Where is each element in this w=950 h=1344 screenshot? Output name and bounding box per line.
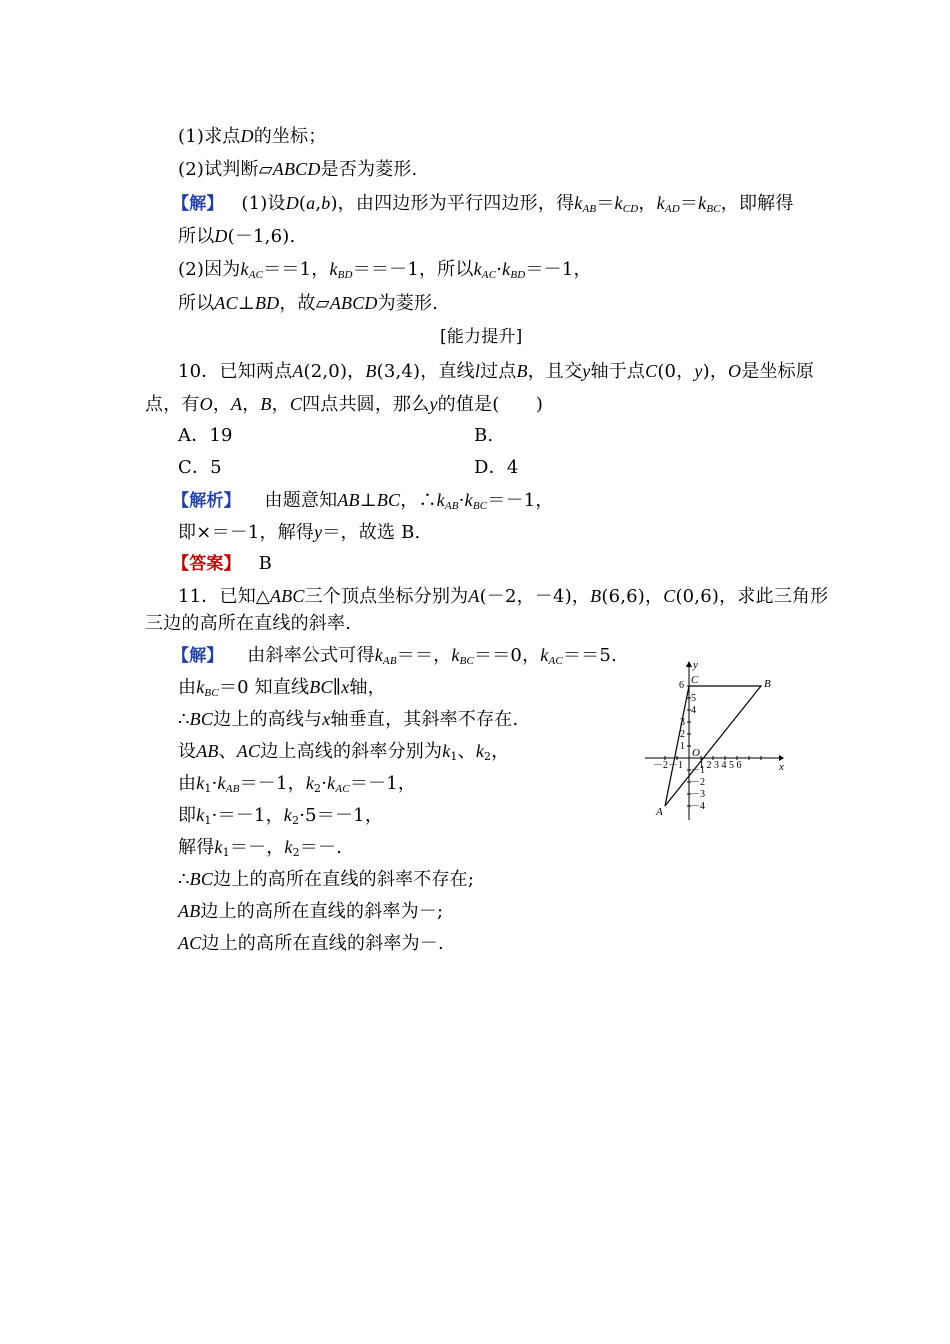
q11-solution-line1: 【解】 由斜率公式可得$k_{AB}==$，$k_{BC}==0$，$k_{AC}==5$. bbox=[172, 645, 617, 667]
y-tick-neg4: －4 bbox=[690, 801, 705, 812]
point-a-label: A bbox=[656, 806, 663, 818]
q11-solution-line9: AB边上的高所在直线的斜率为－; bbox=[178, 901, 444, 922]
q11-solution-line4: 设AB、AC边上高线的斜率分别为$k_1$、$k_2$， bbox=[178, 741, 510, 763]
y-tick-6: 6 bbox=[679, 680, 684, 691]
y-tick-neg1: －1 bbox=[690, 765, 705, 776]
q9-solution-line3: (2)因为$k_{AC}==1$，$k_{BD}==-1$，所以$k_{AC}\cdot k_{BD}=-1$， bbox=[178, 259, 592, 281]
x-ticks-right-label: 1 2 3 4 5 6 bbox=[699, 760, 742, 771]
q9-solution-line1: 【解】 (1)设D(a,b)，由四边形为平行四边形，得$k_{AB}=k_{CD}$，$k_{AD}=k_{BC}$，即解得 bbox=[172, 193, 794, 215]
y-tick-2: 2 bbox=[680, 729, 685, 740]
q11-line2: 三边的高所在直线的斜率. bbox=[145, 613, 352, 634]
q11-solution-line7: 解得$k_1=-$，$k_2=-$. bbox=[178, 837, 343, 859]
q10-analysis-line1: 【解析】 由题意知AB⊥BC，$\therefore k_{AB}\cdot k_{BC}=-1$， bbox=[172, 490, 554, 512]
y-tick-neg2: －2 bbox=[690, 777, 705, 788]
q10-option-d: D．4 bbox=[474, 457, 519, 478]
y-axis-label: y bbox=[693, 660, 698, 671]
q9-solution-line4: 所以AC⊥BD，故▱ABCD为菱形. bbox=[178, 293, 439, 314]
q11-solution-line6: 即$k_1\cdot=-1$，$k_2\cdot 5=-1$， bbox=[178, 805, 384, 827]
q10-answer: 【答案】 B bbox=[172, 553, 273, 574]
q10-option-c: C．5 bbox=[178, 457, 222, 478]
origin-label: O bbox=[692, 747, 700, 759]
y-tick-1: 1 bbox=[680, 741, 685, 752]
q9-part1: (1)求点D的坐标； bbox=[178, 126, 327, 147]
q11-solution-line10: AC边上的高所在直线的斜率为－. bbox=[178, 933, 444, 954]
q9-solution-line2: 所以D(－1,6). bbox=[178, 226, 296, 247]
q11-solution-line8: ∴BC边上的高所在直线的斜率不存在; bbox=[178, 869, 475, 890]
q9-part2: (2)试判断▱ABCD是否为菱形. bbox=[178, 159, 418, 180]
x-ticks-left-label: －2－1 bbox=[653, 760, 683, 771]
section-heading: [能力提升] bbox=[440, 327, 523, 347]
y-tick-neg3: －3 bbox=[690, 789, 705, 800]
y-tick-4: 4 bbox=[691, 705, 696, 716]
point-b-label: B bbox=[764, 678, 771, 690]
q10-line2: 点，有O，A，B，C四点共圆，那么y的值是( ) bbox=[145, 394, 544, 415]
analysis-tag: 【解析】 bbox=[172, 491, 241, 511]
point-c-label: C bbox=[691, 674, 699, 686]
q11-solution-line5: 由$k_1\cdot k_{AB}=-1$，$k_2\cdot k_{AC}=-1$， bbox=[178, 773, 417, 795]
answer-tag: 【答案】 bbox=[172, 554, 241, 574]
q10-analysis-line2: 即×＝－1，解得y＝，故选 B. bbox=[178, 522, 421, 543]
solution-tag: 【解】 bbox=[172, 646, 224, 666]
y-tick-3: 3 bbox=[680, 717, 685, 728]
solution-tag: 【解】 bbox=[172, 194, 224, 214]
q11-line1: 11．已知△ABC三个顶点坐标分别为A(－2，－4)，B(6,6)，C(0,6)，求此三角形 bbox=[178, 586, 829, 607]
triangle-coordinate-figure bbox=[643, 660, 785, 820]
q10-option-b: B. bbox=[474, 425, 494, 446]
q10-option-a: A．19 bbox=[178, 425, 233, 446]
x-axis-label: x bbox=[779, 761, 784, 773]
y-axis-arrow bbox=[686, 661, 692, 667]
q11-solution-line3: ∴BC边上的高线与x轴垂直，其斜率不存在. bbox=[178, 709, 519, 730]
q11-solution-line2: 由$k_{BC}=0$ 知直线BC∥x轴， bbox=[178, 677, 386, 699]
y-tick-5: 5 bbox=[691, 693, 696, 704]
q10-line1: 10．已知两点A(2,0)，B(3,4)，直线l过点B，且交y轴于点C(0，y)，O是坐标原 bbox=[178, 361, 815, 382]
